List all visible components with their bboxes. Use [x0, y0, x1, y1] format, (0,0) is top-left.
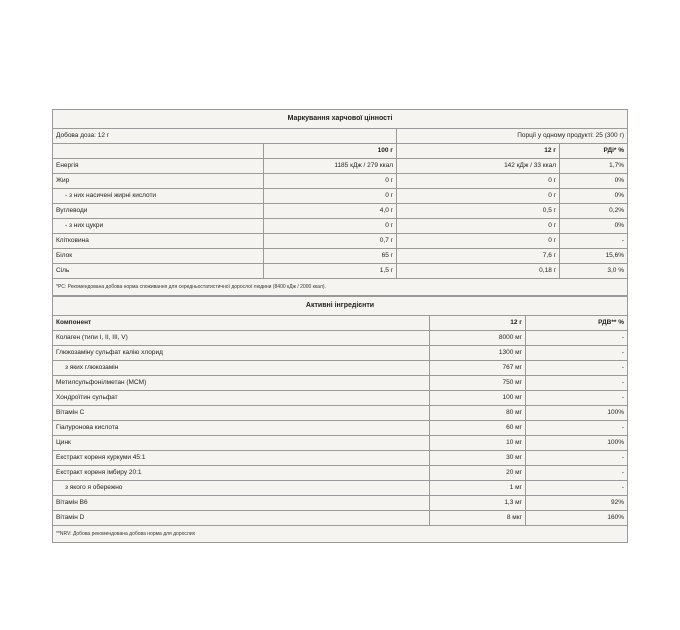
ingredient-amount: 8000 мг [429, 331, 525, 345]
ingredient-amount: 30 мг [429, 451, 525, 465]
value-100g: 4,0 г [263, 204, 396, 218]
ingredient-rdv: - [525, 466, 627, 480]
value-12g: 0 г [396, 219, 559, 233]
value-100g: 0 г [263, 174, 396, 188]
nutrient-name: - з них цукри [65, 222, 104, 229]
nutrient-name: - з них насичені жирні кислоти [65, 192, 157, 199]
ingredient-amount: 8 мкг [429, 511, 525, 525]
table-row [53, 496, 627, 511]
value-rdi: 15,6% [559, 249, 627, 263]
table-row [53, 421, 627, 436]
ingredient-name: Екстракт кореня імбиру 20:1 [56, 469, 142, 476]
value-12g: 0,18 г [396, 264, 559, 278]
ingredient-name: Екстракт кореня куркуми 45:1 [56, 454, 146, 461]
nutrition-header-row [53, 144, 627, 159]
header-name [53, 144, 263, 158]
value-100g: 1,5 г [263, 264, 396, 278]
table-row [53, 406, 627, 421]
ingredient-rdv: - [525, 481, 627, 495]
nutrition-footnote: *РС: Рекомендована добова норма споживання для середньостатистичної дорослої людини (8400 кДж / 2000 ккал). [56, 284, 326, 290]
table-row [53, 376, 627, 391]
ingredient-rdv: - [525, 331, 627, 345]
daily-dose: Добова доза: 12 г [56, 132, 110, 139]
ingredients-footnote: **NRV: Добова рекомендована добова норма для дорослих [56, 531, 196, 537]
ingredient-rdv: 100% [525, 436, 627, 450]
ingredient-name: Вітамін D [56, 514, 85, 521]
table-row [53, 174, 627, 189]
table-row [53, 331, 627, 346]
ingredient-rdv: - [525, 391, 627, 405]
ingredient-name: Вітамін B6 [56, 499, 88, 506]
ingredient-name: з яких глюкозамін [65, 364, 119, 371]
value-100g: 0,7 г [263, 234, 396, 248]
value-12g: 0 г [396, 174, 559, 188]
table-row [53, 361, 627, 376]
nutrition-table [52, 109, 628, 296]
ingredient-name: Колаген (типи I, II, III, V) [56, 334, 128, 341]
nutrient-name: Білок [56, 252, 73, 259]
header-rdv: РДВ** % [525, 316, 627, 330]
table-row [53, 451, 627, 466]
value-100g: 0 г [263, 219, 396, 233]
ingredients-header-row [53, 316, 627, 331]
table-row [53, 346, 627, 361]
value-rdi: 0,2% [559, 204, 627, 218]
table-row [53, 466, 627, 481]
value-rdi: 0% [559, 219, 627, 233]
value-rdi: 0% [559, 189, 627, 203]
value-rdi: 1,7% [559, 159, 627, 173]
ingredient-rdv: 160% [525, 511, 627, 525]
ingredient-rdv: 100% [525, 406, 627, 420]
table-row [53, 219, 627, 234]
ingredient-amount: 1 мг [429, 481, 525, 495]
table-row [53, 511, 627, 526]
header-component: Компонент [56, 319, 92, 326]
table-row [53, 249, 627, 264]
value-12g: 0 г [396, 234, 559, 248]
ingredient-name: Вітамін C [56, 409, 85, 416]
nutrition-title: Маркування харчової цінності [53, 110, 627, 129]
ingredient-rdv: - [525, 451, 627, 465]
ingredient-amount: 1,3 мг [429, 496, 525, 510]
value-12g: 0,5 г [396, 204, 559, 218]
ingredient-rdv: - [525, 421, 627, 435]
ingredient-name: Глюкозаміну сульфат калію хлорид [56, 349, 163, 356]
ingredient-name: Метилсульфонілметан (MCM) [56, 379, 147, 386]
ingredient-amount: 20 мг [429, 466, 525, 480]
header-rdi: РДі* % [559, 144, 627, 158]
header-amount: 12 г [429, 316, 525, 330]
value-100g: 65 г [263, 249, 396, 263]
header-100g: 100 г [263, 144, 396, 158]
value-12g: 7,6 г [396, 249, 559, 263]
table-row [53, 159, 627, 174]
table-row [53, 481, 627, 496]
nutrient-name: Сіль [56, 267, 70, 274]
dose-row [53, 129, 627, 144]
table-row [53, 391, 627, 406]
ingredient-rdv: - [525, 361, 627, 375]
ingredient-rdv: 92% [525, 496, 627, 510]
header-12g: 12 г [396, 144, 559, 158]
ingredient-amount: 60 мг [429, 421, 525, 435]
ingredients-title: Активні інгредієнти [53, 297, 627, 316]
ingredient-name: з якого я обережно [65, 484, 123, 491]
ingredient-name: Гіалуронова кислота [56, 424, 119, 431]
value-12g: 142 кДж / 33 ккал [396, 159, 559, 173]
value-rdi: - [559, 234, 627, 248]
value-100g: 1185 кДж / 279 ккал [263, 159, 396, 173]
ingredient-name: Хондроїтин сульфат [56, 394, 118, 401]
value-12g: 0 г [396, 189, 559, 203]
nutrient-name: Вуглеводи [56, 207, 88, 214]
value-rdi: 0% [559, 174, 627, 188]
table-row [53, 189, 627, 204]
ingredient-amount: 1300 мг [429, 346, 525, 360]
nutrient-name: Клітковина [56, 237, 89, 244]
ingredient-amount: 10 мг [429, 436, 525, 450]
value-rdi: 3,0 % [559, 264, 627, 278]
ingredient-amount: 100 мг [429, 391, 525, 405]
table-row [53, 436, 627, 451]
ingredient-amount: 80 мг [429, 406, 525, 420]
ingredients-table [52, 296, 628, 543]
ingredient-name: Цинк [56, 439, 71, 446]
table-row [53, 204, 627, 219]
ingredient-amount: 767 мг [429, 361, 525, 375]
value-100g: 0 г [263, 189, 396, 203]
table-row [53, 234, 627, 249]
ingredient-amount: 750 мг [429, 376, 525, 390]
portions: Порції у одному продукті: 25 (300 г) [396, 129, 627, 143]
table-row [53, 264, 627, 279]
nutrient-name: Жир [56, 177, 70, 184]
ingredient-rdv: - [525, 346, 627, 360]
nutrient-name: Енергія [56, 162, 79, 169]
ingredient-rdv: - [525, 376, 627, 390]
